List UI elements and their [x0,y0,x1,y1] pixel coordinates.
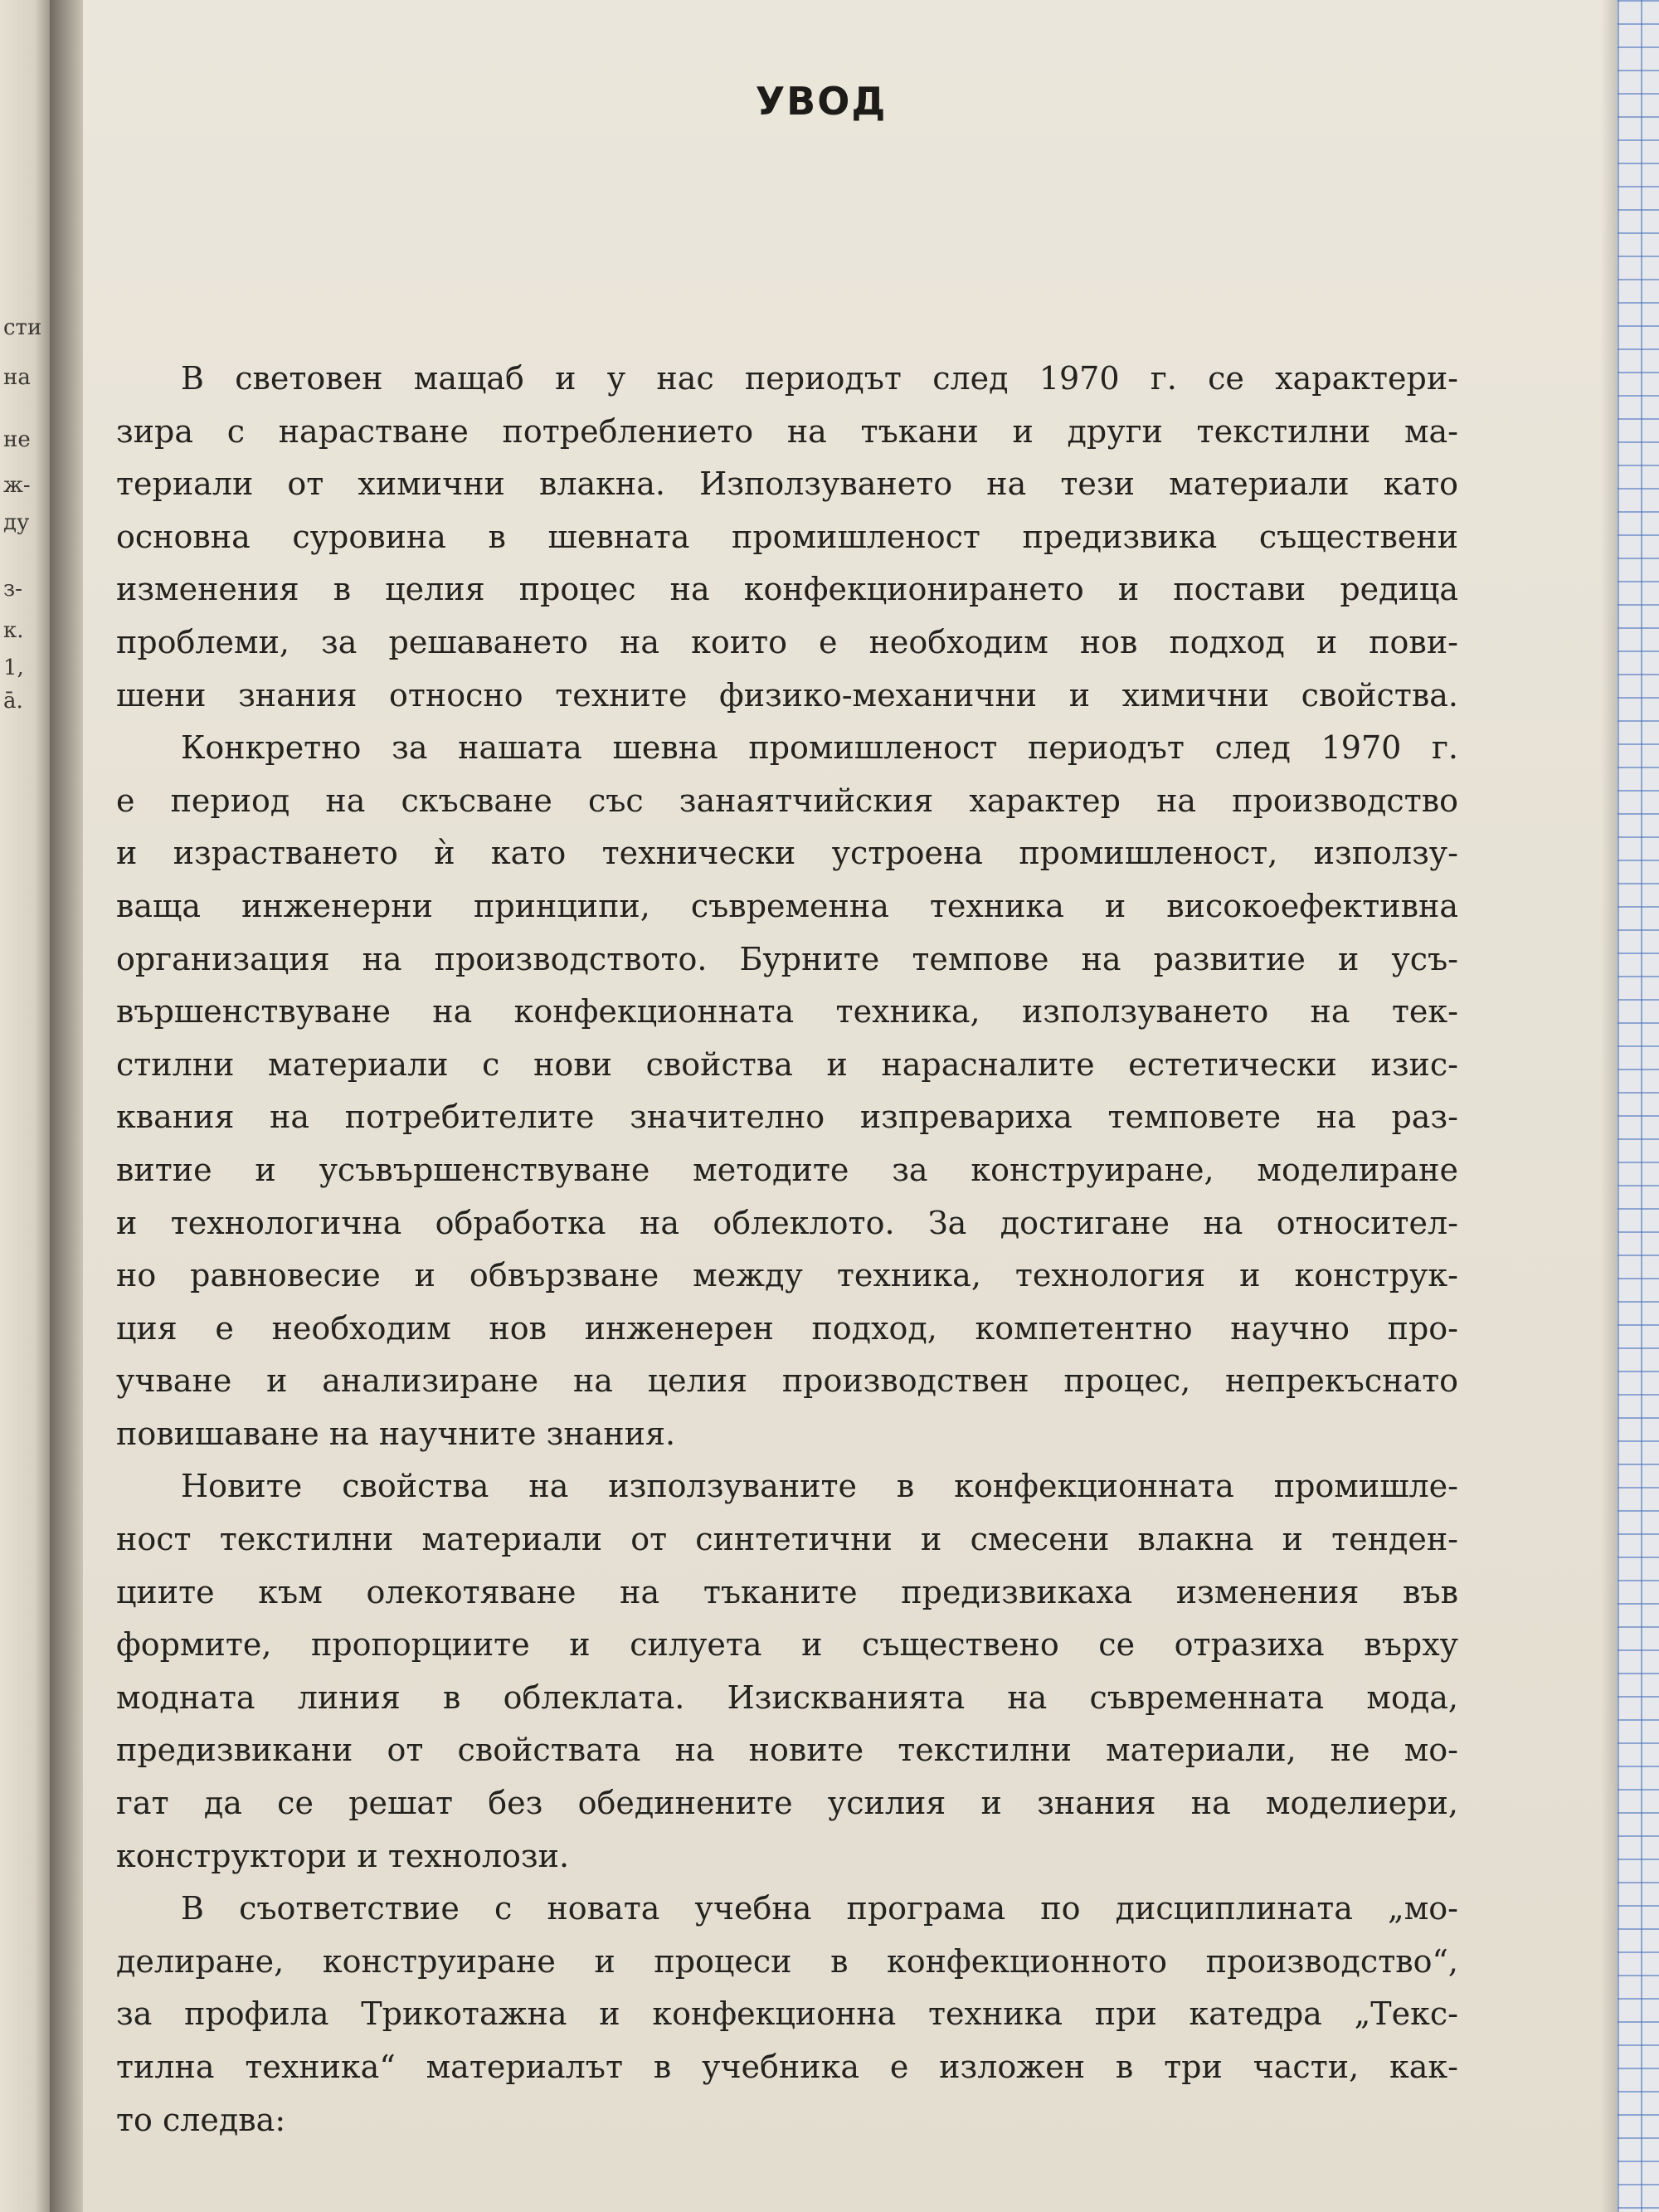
text-line: Новите свойства на използуваните в конфекционната промишле- [181,1468,1458,1505]
previous-page-fragment: ж- [3,473,31,498]
text-line: зира с нарастване потреблението на тъкани и други текстилни ма- [116,412,1458,450]
chapter-heading: УВОД [755,79,888,124]
text-line: основна суровина в шевната промишленост предизвика съществени [116,518,1458,555]
text-line: и технологична обработка на облеклото. За достигане на относител- [116,1204,1458,1241]
text-line: ция е необходим нов инженерен подход, компетентно научно про- [116,1309,1458,1347]
text-line: е период на скъсване със занаятчийския характер на производство [116,782,1458,819]
paragraph-2 [116,722,1458,1460]
text-line: модната линия в облеклата. Изискванията на съвременната мода, [116,1678,1458,1716]
previous-page-fragment: ду [3,510,30,535]
previous-page-fragment: 1, [3,655,24,680]
text-line: и израстването ѝ като технически устроена промишленост, използу- [116,835,1458,872]
previous-page-fragment: к. [3,618,24,643]
book-gutter [50,0,83,2212]
text-line: ваща инженерни принципи, съвременна техника и високоефективна [116,887,1458,924]
text-line: ност текстилни материали от синтетични и смесени влакна и тенден- [116,1521,1458,1558]
text-line: предизвикани от свойствата на новите текстилни материали, не мо- [116,1732,1458,1769]
previous-page-fragment: не [3,427,31,452]
text-line: витие и усъвършенствуване методите за конструиране, моделиране [116,1151,1458,1188]
text-line: изменения в целия процес на конфекционирането и постави редица [116,571,1458,608]
previous-page-fragment: ā. [3,689,23,714]
previous-page-edge [0,0,50,2212]
paragraph-4 [116,1883,1458,2146]
text-line: проблеми, за решаването на които е необходим нов подход и пови- [116,623,1458,660]
text-line: конструктори и технолози. [116,1837,570,1874]
previous-page-fragment: з- [3,577,22,602]
previous-page-fragment: на [3,365,31,390]
text-line: формите, пропорциите и силуета и съществено се отразиха върху [116,1626,1458,1664]
text-line: шени знания относно техните физико-механични и химични свойства. [116,676,1458,714]
text-line: В световен мащаб и у нас периодът след 1970 г. се характери- [181,360,1458,397]
text-line: организация на производството. Бурните темпове на развитие и усъ- [116,940,1458,977]
text-line: но равновесие и обвързване между техника, технология и конструк- [116,1257,1458,1294]
grid-paper-background [1618,0,1659,2212]
text-line: гат да се решат без обединените усилия и знания на моделиери, [116,1785,1458,1822]
text-line: квания на потребителите значително изпревариха темповете на раз- [116,1099,1458,1136]
paragraph-1 [116,353,1458,722]
text-line: тилна техника“ материалът в учебника е изложен в три части, как- [116,2049,1458,2085]
body-text [116,353,1458,2146]
text-line: В съответствие с новата учебна програма по дисциплината „мо- [181,1890,1458,1927]
text-line: делиране, конструиране и процеси в конфекционното производство“, [116,1942,1458,1980]
text-line: то следва: [116,2101,286,2138]
text-line: учване и анализиране на целия производствен процес, непрекъснато [116,1362,1458,1400]
paragraph-3 [116,1460,1458,1883]
previous-page-fragment: сти [3,315,42,340]
text-line: вършенствуване на конфекционната техника, използуването на тек- [116,993,1458,1030]
text-line: повишаване на научните знания. [116,1415,676,1452]
text-line: териали от химични влакна. Използуването на тези материали като [116,465,1458,503]
text-line: Конкретно за нашата шевна промишленост периодът след 1970 г. [181,729,1458,767]
text-line: циите към олекотяване на тъканите предизвикаха изменения във [116,1573,1458,1610]
text-line: стилни материали с нови свойства и нарасналите естетически изис- [116,1045,1458,1083]
text-line: за профила Трикотажна и конфекционна техника при катедра „Текс- [116,1995,1458,2033]
